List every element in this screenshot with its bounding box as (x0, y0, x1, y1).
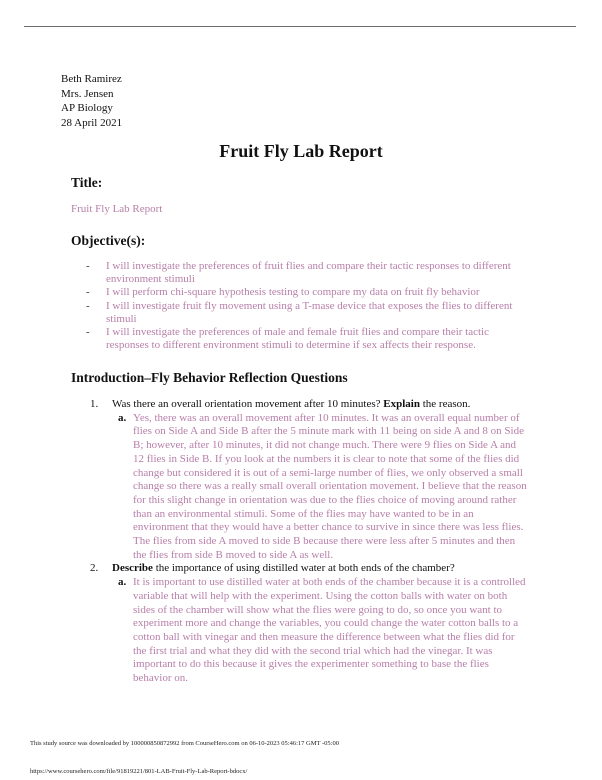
teacher-name: Mrs. Jensen (61, 87, 114, 100)
question-text (112, 398, 540, 412)
question-number: 2. (90, 562, 99, 575)
course-name: AP Biology (61, 102, 113, 114)
answer-item (90, 576, 540, 686)
objective-text: I will investigate the preferences of fruit flies and compare their tactic responses to different environment stimuli (106, 260, 511, 286)
question-number: 1. (90, 398, 99, 410)
dash-bullet-icon: - (86, 299, 90, 312)
question-keyword: Explain (383, 398, 420, 410)
report-date: 28 April 2021 (61, 116, 123, 129)
page-top-rule (24, 26, 576, 27)
objective-item (86, 286, 526, 299)
question-item (90, 398, 540, 562)
title-value: Fruit Fly Lab Report (71, 203, 163, 215)
question-item (90, 562, 540, 685)
question-text-part: the reason. (419, 398, 471, 410)
answer-label: a. (118, 576, 127, 589)
dash-bullet-icon: - (86, 286, 90, 299)
answer-item (90, 412, 540, 563)
question-text (112, 562, 540, 576)
objective-item (86, 260, 526, 286)
question-text-part: Was there an overall orientation movement after 10 minutes? (112, 398, 384, 410)
answer-text: Yes, there was an overall movement after 10 minutes. It was an overall equal number of flies on Side A and Side B after the 5 minute mark with 11 being on side A and 8 on Side B; however, after 10 minutes, it did not change much. There were 9 flies on Side A and 12 flies in Side B. If you look at the numbers it is clear to note that some of the flies did change but considered it is out of a semi-large number of flies, we only observed a small change so there was a really small overall orientation movement. I believe that the reason for this slight change in orientation was due to the flies choice of moving around rather than an environmental stimuli. Some of the flies may have wanted to be in an environment that they would have a better chance to survive in since there was less flies. The flies from side A moved to side B because there were less after 5 minutes and then the flies from side B moved to side A as well. (133, 411, 527, 561)
student-name: Beth Ramirez (61, 73, 122, 85)
answer-label: a. (118, 411, 127, 424)
reflection-questions (90, 398, 540, 686)
question-text-part: the importance of using distilled water at both ends of the chamber? (152, 562, 455, 575)
objective-text: I will perform chi-square hypothesis testing to compare my data on fruit fly behavior (106, 286, 480, 299)
objective-item (86, 326, 526, 352)
document-title: Fruit Fly Lab Report (219, 141, 383, 161)
author-header (61, 72, 122, 130)
objective-text: I will investigate the preferences of male and female fruit flies and compare their tactic responses to different environment stimuli to determine if sex affects their response. (106, 326, 489, 352)
download-notice: This study source was downloaded by 100000850872992 from CourseHero.com on 06-10-2023 05:46:17 GMT -05:00 (30, 740, 339, 747)
objective-item (86, 300, 526, 326)
question-keyword: Describe (112, 562, 153, 575)
title-heading: Title: (71, 175, 103, 190)
objective-text: I will investigate fruit fly movement using a T-mase device that exposes the flies to different stimuli (106, 299, 513, 325)
intro-heading: Introduction–Fly Behavior Reflection Questions (71, 370, 348, 385)
answer-text: It is important to use distilled water at both ends of the chamber because it is a controlled variable that will help with the experiment. Using the cotton balls with water on both sides of the chamber will show what the flies were going to do, so once you want to experiment more and change the variables, you could change the water cotton balls to a cotton ball with vinegar and then measure the difference between what the flies did for the first trial and what they did with the second trial which had the vinegar. It was important to do this because it gives the experimenter something to base the flies behavior on. (133, 576, 526, 685)
dash-bullet-icon: - (86, 326, 90, 339)
objectives-list (86, 260, 526, 352)
dash-bullet-icon: - (86, 260, 90, 272)
source-url-link[interactable]: https://www.coursehero.com/file/91819221/801-LAB-Fruit-Fly-Lab-Report-bdocx/ (30, 768, 248, 775)
objectives-heading: Objective(s): (71, 233, 146, 248)
